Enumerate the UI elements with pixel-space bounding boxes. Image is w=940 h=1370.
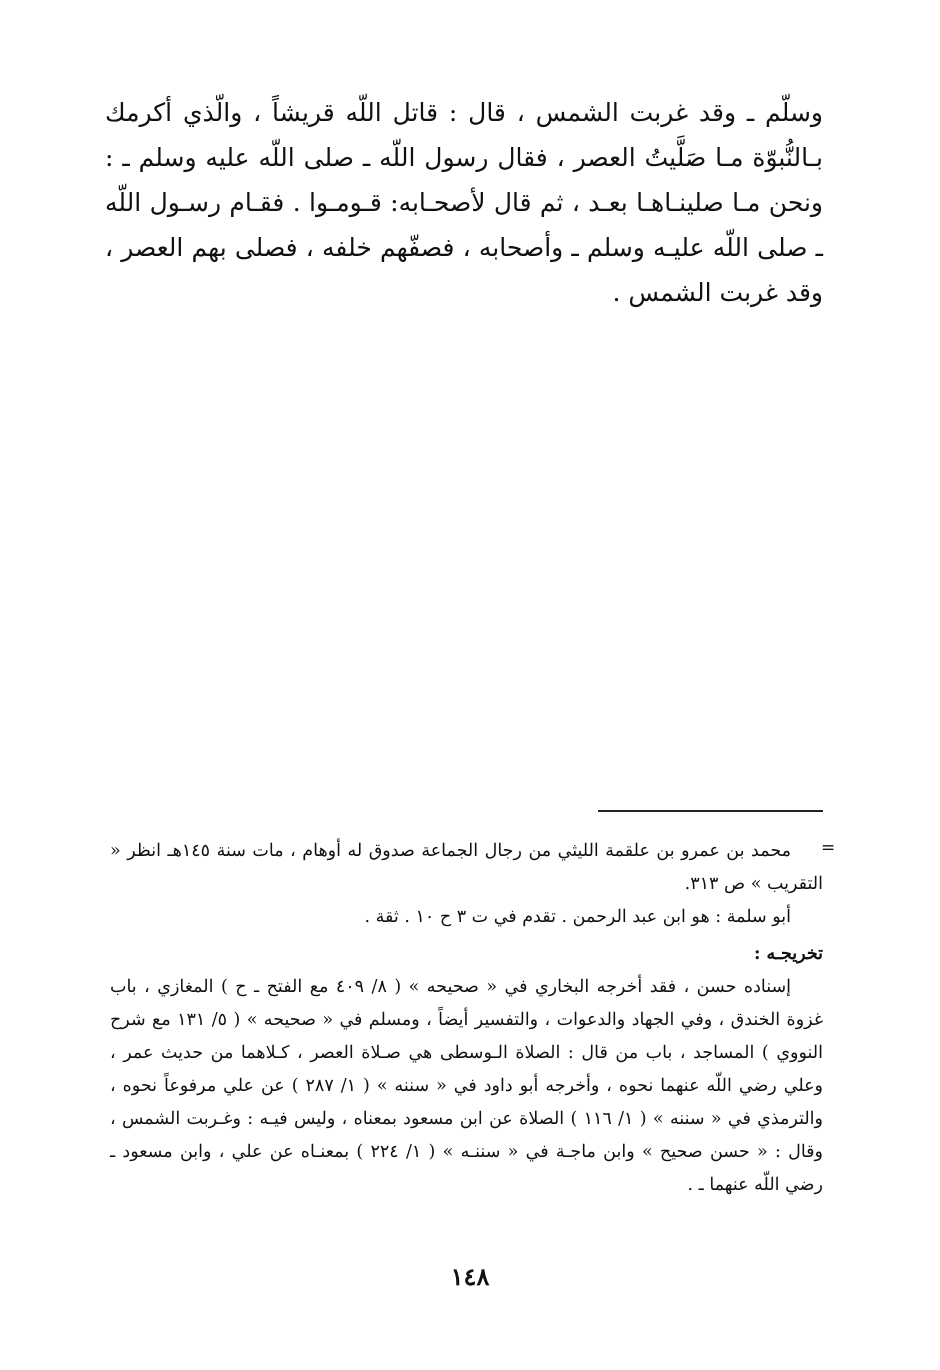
footnotes-section xyxy=(110,835,823,1202)
main-text-block xyxy=(105,90,823,315)
narrator-note-block xyxy=(110,835,823,901)
narrator-note: محمد بن عمرو بن علقمة الليثي من رجال الجماعة صدوق له أوهام ، مات سنة ١٤٥هـ انظر « التقريب » ص ٣١٣. xyxy=(110,841,823,894)
takhrij-block xyxy=(110,971,823,1202)
footnote-separator xyxy=(598,810,823,812)
takhrij-heading: تخريجـه : xyxy=(753,944,823,964)
main-paragraph: وسلّم ـ وقد غربت الشمس ، قال : قاتل اللّه قريشاً ، والّذي أكرمك بـالنُّبوّة مـا صَلَّيتُ العصر ، فقال رسول اللّه ـ صلى اللّه عليه وسلم ـ : ونحن مـا صلينـاهـا بعـد ، ثم قال لأصحـابه: قـومـوا . فقـام رسـول اللّه ـ صلى اللّه عليـه وسلم ـ وأصحابه ، فصفّهم خلفه ، فصلى بهم العصر ، وقد غربت الشمس . xyxy=(105,98,823,307)
footnote-continuation-marker: = xyxy=(821,838,836,858)
page-number: ١٤٨ xyxy=(450,1262,490,1291)
takhrij-text: إسناده حسن ، فقد أخرجه البخاري في « صحيحه » ( ٨/ ٤٠٩ مع الفتح ـ ح ) المغازي ، باب غزوة الخندق ، وفي الجهاد والدعوات ، والتفسير أيضاً ، ومسلم في « صحيحه » ( ٥/ ١٣١ مع شرح النووي ) المساجد ، باب من قال : الصلاة الـوسطى هي صـلاة العصر ، كـلاهما من حديث عمر ، وعلي رضي اللّه عنهما نحوه ، وأخرجه أبو داود في « سننه » ( ١/ ٢٨٧ ) عن علي مرفوعاً نحوه ، والترمذي في « سننه » ( ١/ ١١٦ ) الصلاة عن ابن مسعود بمعناه ، وليس فيـه : وغـربت الشمس ، وقال : « حسن صحيح » وابن ماجـة في « سننـه » ( ١/ ٢٢٤ ) بمعنـاه عن علي ، وابن مسعود ـ رضي اللّه عنهما ـ . xyxy=(110,977,824,1195)
abu-salama-note: أبو سلمة : هو ابن عبد الرحمن . تقدم في ت ٣ ح ١٠ . ثقة . xyxy=(364,907,791,927)
